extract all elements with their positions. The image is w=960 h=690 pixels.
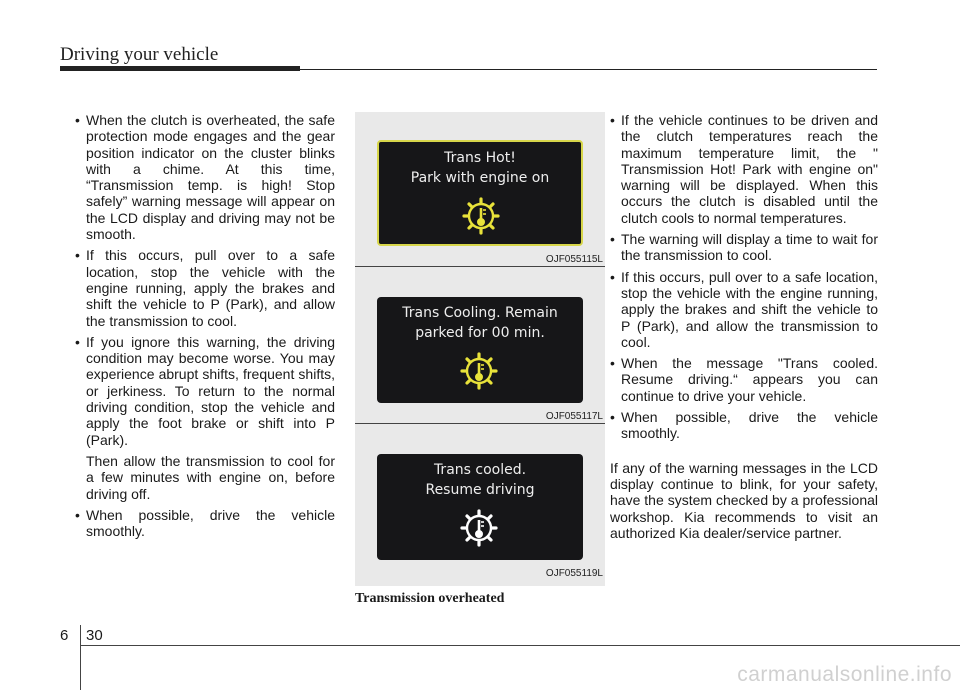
left-bullet-continuation: Then allow the transmission to cool for a few minutes with engine on, before driving off. — [86, 452, 335, 502]
section-title: Driving your vehicle — [60, 44, 219, 65]
warning-figure — [355, 112, 605, 586]
lcd-panel-trans-hot — [355, 112, 605, 267]
lcd-screen: Trans cooled. Resume driving — [377, 454, 583, 560]
left-bullet: • When possible, drive the vehicle smoothly. — [75, 507, 335, 540]
left-bullet: • If this occurs, pull over to a safe location, stop the vehicle with the engine running, apply the brakes and shift the vehicle to P (Park), and allow the transmission to cool. — [75, 247, 335, 328]
lcd-panel-trans-cooled — [355, 426, 605, 581]
panel-divider — [355, 423, 605, 424]
chapter-number: 6 — [60, 627, 69, 644]
footer-rule-vertical — [80, 625, 81, 690]
right-bullet: • If this occurs, pull over to a safe location, stop the vehicle with the engine running, apply the brakes and shift the vehicle to P (Park), and allow the transmission to cool. — [610, 269, 878, 350]
transmission-temperature-icon — [461, 196, 501, 236]
right-column — [610, 112, 878, 541]
right-bullet: • If the vehicle continues to be driven and the clutch temperatures reach the maximum temperature limit, the " Transmission Hot! Park with engine on" warning will be displayed. When this occurs the clutch is disabled until the clutch cools to normal temperatures. — [610, 112, 878, 226]
panel-divider — [355, 266, 605, 267]
figure-caption: Transmission overheated — [355, 591, 505, 606]
lcd-panel-trans-cooling — [355, 269, 605, 424]
right-bullet: • When the message "Trans cooled. Resume driving.“ appears you can continue to drive your vehicle. — [610, 355, 878, 404]
image-code: OJF055117L — [545, 411, 603, 422]
transmission-gear-icon — [459, 508, 499, 548]
left-bullet: • When the clutch is overheated, the safe protection mode engages and the gear position indicator on the cluster blinks with a chime. At this time, “Transmission temp. is high! Stop safely” warning message will appear on the LCD display and driving may not be smooth. — [75, 112, 335, 242]
footer-rule-horizontal — [80, 645, 960, 646]
header-rule-thin — [300, 69, 877, 70]
page-number: 30 — [86, 627, 103, 644]
image-code: OJF055119L — [545, 568, 603, 579]
transmission-temperature-icon — [459, 351, 499, 391]
image-code: OJF055115L — [545, 254, 603, 265]
left-bullet: • If you ignore this warning, the driving condition may become worse. You may experience abrupt shifts, frequent shifts, or jerkiness. To return to the normal driving condition, stop the vehicle and apply the foot brake or shift into P (Park). Then allow the transmission to cool for a few minutes with engine on, before driving off. — [75, 334, 335, 502]
left-column — [75, 112, 335, 544]
right-bullet: • When possible, drive the vehicle smoothly. — [610, 409, 878, 442]
watermark-text: carmanualsonline.info — [737, 663, 952, 686]
advice-paragraph: If any of the warning messages in the LCD display continue to blink, for your safety, have the system checked by a professional workshop. Kia recommends to visit an authorized Kia dealer/service partner. — [610, 459, 878, 541]
right-bullet: • The warning will display a time to wait for the transmission to cool. — [610, 231, 878, 264]
lcd-screen: Trans Cooling. Remain parked for 00 min. — [377, 297, 583, 403]
lcd-screen: Trans Hot! Park with engine on — [377, 140, 583, 246]
header-rule-thick — [60, 66, 300, 71]
